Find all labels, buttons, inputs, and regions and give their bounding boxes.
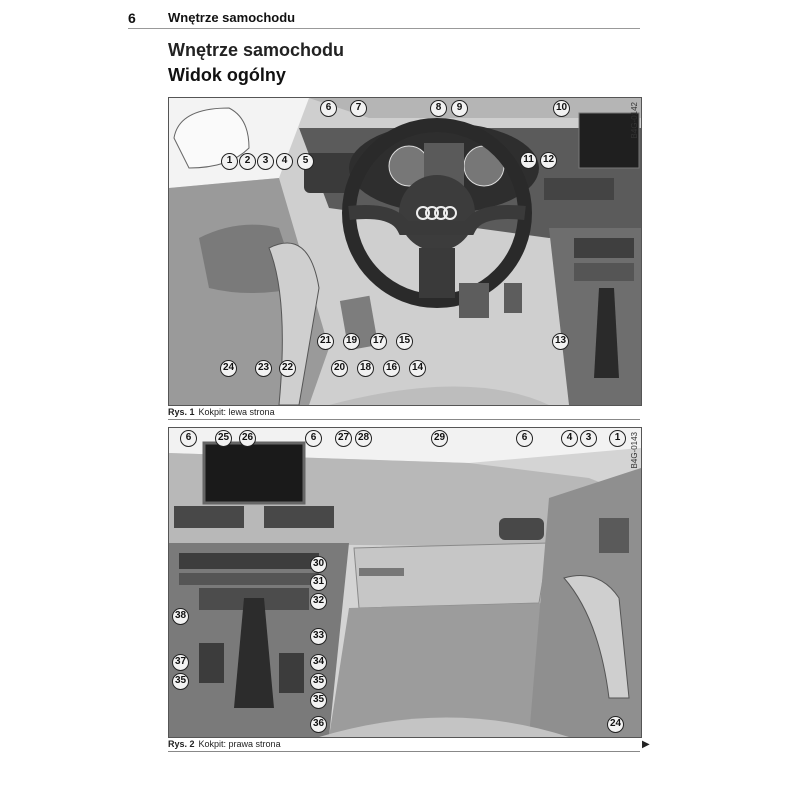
callout-1: 1 bbox=[221, 153, 238, 170]
callout-27: 27 bbox=[335, 430, 352, 447]
callout-6: 6 bbox=[180, 430, 197, 447]
page-number: 6 bbox=[128, 10, 136, 26]
callout-7: 7 bbox=[350, 100, 367, 117]
callout-23: 23 bbox=[255, 360, 272, 377]
subsection-title: Widok ogólny bbox=[168, 65, 286, 85]
callout-3: 3 bbox=[580, 430, 597, 447]
figure-cockpit-left bbox=[168, 97, 642, 406]
continuation-arrow: ▶ bbox=[642, 739, 650, 750]
callout-4: 4 bbox=[276, 153, 293, 170]
caption-label: Rys. 1 bbox=[168, 407, 195, 417]
callout-14: 14 bbox=[409, 360, 426, 377]
callout-5: 5 bbox=[297, 153, 314, 170]
callout-4: 4 bbox=[561, 430, 578, 447]
callout-28: 28 bbox=[355, 430, 372, 447]
callout-35: 35 bbox=[310, 692, 327, 709]
callout-19: 19 bbox=[343, 333, 360, 350]
cockpit-left-illustration bbox=[169, 98, 641, 405]
callout-6: 6 bbox=[305, 430, 322, 447]
callout-29: 29 bbox=[431, 430, 448, 447]
caption-label: Rys. 2 bbox=[168, 739, 195, 749]
figure-code: B4G-0143 bbox=[630, 432, 639, 469]
callout-21: 21 bbox=[317, 333, 334, 350]
callout-9: 9 bbox=[451, 100, 468, 117]
callout-37: 37 bbox=[172, 654, 189, 671]
running-title: Wnętrze samochodu bbox=[168, 10, 296, 25]
callout-34: 34 bbox=[310, 654, 327, 671]
callout-6: 6 bbox=[516, 430, 533, 447]
callout-33: 33 bbox=[310, 628, 327, 645]
callout-11: 11 bbox=[520, 152, 537, 169]
callout-32: 32 bbox=[310, 593, 327, 610]
callout-13: 13 bbox=[552, 333, 569, 350]
callout-24: 24 bbox=[220, 360, 237, 377]
callout-10: 10 bbox=[553, 100, 570, 117]
callout-1: 1 bbox=[609, 430, 626, 447]
callout-2: 2 bbox=[239, 153, 256, 170]
callout-22: 22 bbox=[279, 360, 296, 377]
callout-20: 20 bbox=[331, 360, 348, 377]
callout-35: 35 bbox=[172, 673, 189, 690]
callout-6: 6 bbox=[320, 100, 337, 117]
callout-8: 8 bbox=[430, 100, 447, 117]
callout-24: 24 bbox=[607, 716, 624, 733]
callout-38: 38 bbox=[172, 608, 189, 625]
callout-30: 30 bbox=[310, 556, 327, 573]
figure-cockpit-right bbox=[168, 427, 642, 738]
callout-16: 16 bbox=[383, 360, 400, 377]
figure-code: B4G-0142 bbox=[630, 102, 639, 139]
callout-31: 31 bbox=[310, 574, 327, 591]
figure-2-caption bbox=[168, 739, 640, 752]
callout-36: 36 bbox=[310, 716, 327, 733]
callout-35: 35 bbox=[310, 673, 327, 690]
running-header bbox=[128, 10, 640, 29]
callout-3: 3 bbox=[257, 153, 274, 170]
callout-15: 15 bbox=[396, 333, 413, 350]
callout-25: 25 bbox=[215, 430, 232, 447]
section-title: Wnętrze samochodu bbox=[168, 40, 345, 60]
callout-26: 26 bbox=[239, 430, 256, 447]
cockpit-right-illustration bbox=[169, 428, 641, 737]
callout-17: 17 bbox=[370, 333, 387, 350]
callout-12: 12 bbox=[540, 152, 557, 169]
figure-1-caption bbox=[168, 407, 640, 420]
callout-18: 18 bbox=[357, 360, 374, 377]
caption-text: Kokpit: lewa strona bbox=[198, 407, 275, 417]
caption-text: Kokpit: prawa strona bbox=[198, 739, 281, 749]
